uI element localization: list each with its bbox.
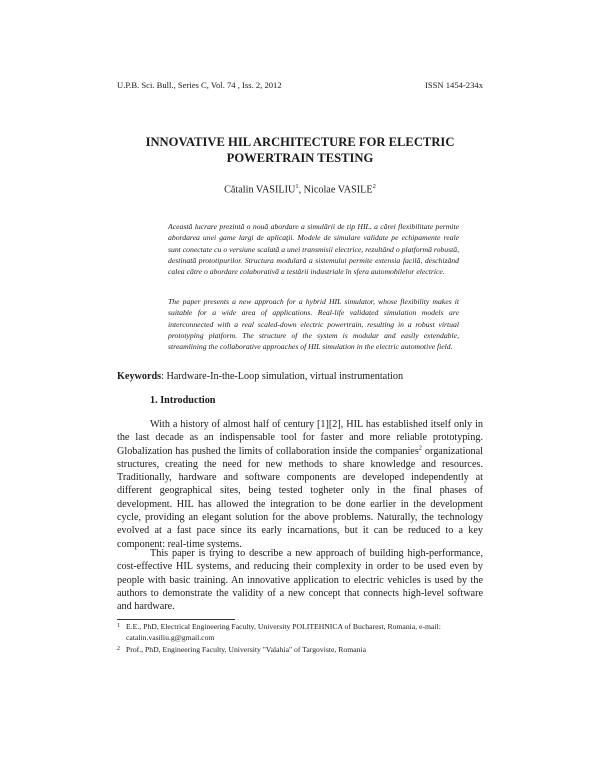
paper-title	[117, 134, 483, 166]
author-list	[117, 183, 483, 195]
paragraph-text: organizational structures, creating the need for new methods to share knowledge and resources. Traditionally, hardware and software components are developed independently at different geographical sites, being tested togheter only in the final phases of development. HIL has allowed the integration to be done earlier in the development cycle, providing an elegant solution for the above problems. Naturally, the technology evolved at a fast pace since its early incarnations, but it can be reduced to a key component: real-time systems.	[117, 445, 483, 550]
abstract-english: The paper presents a new approach for a hybrid HIL simulator, whose flexibility makes it suitable for a wide area of applications. Real-life validated simulation models are interconnected with a real scaled-down electric powertrain, resulting in a robust virtual prototyping platform. The structure of the system is modular and easily extendable, streamlining the collaborative approaches of HIL simulation in the electric automotive field.	[168, 297, 459, 352]
footnote-mark: 2	[117, 646, 120, 652]
author-name: Nicolae VASILE	[303, 184, 373, 196]
footnote-text: Prof., PhD, Engineering Faculty, University "Valahia" of Targoviste, Romania	[126, 645, 367, 654]
issn: ISSN 1454-234x	[424, 80, 483, 90]
abstract-romanian: Această lucrare prezintă o nouă abordare a simulării de tip HIL, a cărei flexibilitate permite abordarea unei game largi de aplicaţii. Modele de simulare validate pe echipamente reale sunt conectate cu o versiune scalată a unei transmisii electrice, rezultând o platformă robustă, destinată prototipurilor. Structura modulară a sistemului permite extensia facilă, deschizând calea către o abordare colaborativă a testării industriale în sfera automobilelor electrice.	[168, 222, 459, 277]
keywords	[117, 371, 483, 382]
section-heading: 1. Introduction	[150, 395, 216, 406]
journal-citation: U.P.B. Sci. Bull., Series C, Vol. 74 , Iss. 2, 2012	[117, 80, 282, 90]
footnote	[117, 645, 483, 656]
footnote	[117, 622, 483, 643]
author-separator: ,	[298, 184, 304, 196]
title-line-2: POWERTRAIN TESTING	[226, 151, 374, 165]
keywords-label: Keywords	[117, 371, 162, 382]
affiliation-mark: 1	[295, 183, 299, 190]
body-paragraph	[117, 418, 483, 551]
keywords-text: : Hardware-In-the-Loop simulation, virtual instrumentation	[161, 371, 404, 382]
running-header	[117, 80, 483, 90]
author-name: Cătalin VASILIU	[224, 184, 296, 196]
footnote-ref: 2	[418, 444, 423, 452]
footnote-text: E.E., PhD, Electrical Engineering Faculty, University POLITEHNICA of Bucharest, Romania, e-mail: catalin.vasiliu.g@gmail.com	[126, 622, 441, 642]
footnote-mark: 1	[117, 623, 120, 629]
paragraph-text: With a history of almost half of century [1][2], HIL has established itself only in the last decade as an indispensable tool for faster and more reliable prototyping. Globalization has pushed the limits of collaboration inside the companies	[117, 419, 483, 457]
footnote-divider	[117, 619, 235, 620]
title-line-1: INNOVATIVE HIL ARCHITECTURE FOR ELECTRIC	[145, 135, 455, 149]
affiliation-mark: 2	[372, 183, 376, 190]
body-paragraph: This paper is trying to describe a new approach of building high-performance, cost-effective HIL systems, and reducing their complexity in order to be used even by people with basic training. An innovative application to electric vehicles is used by the authors to demonstrate the validity of a new concept that connects high-level software and hardware.	[117, 548, 483, 613]
